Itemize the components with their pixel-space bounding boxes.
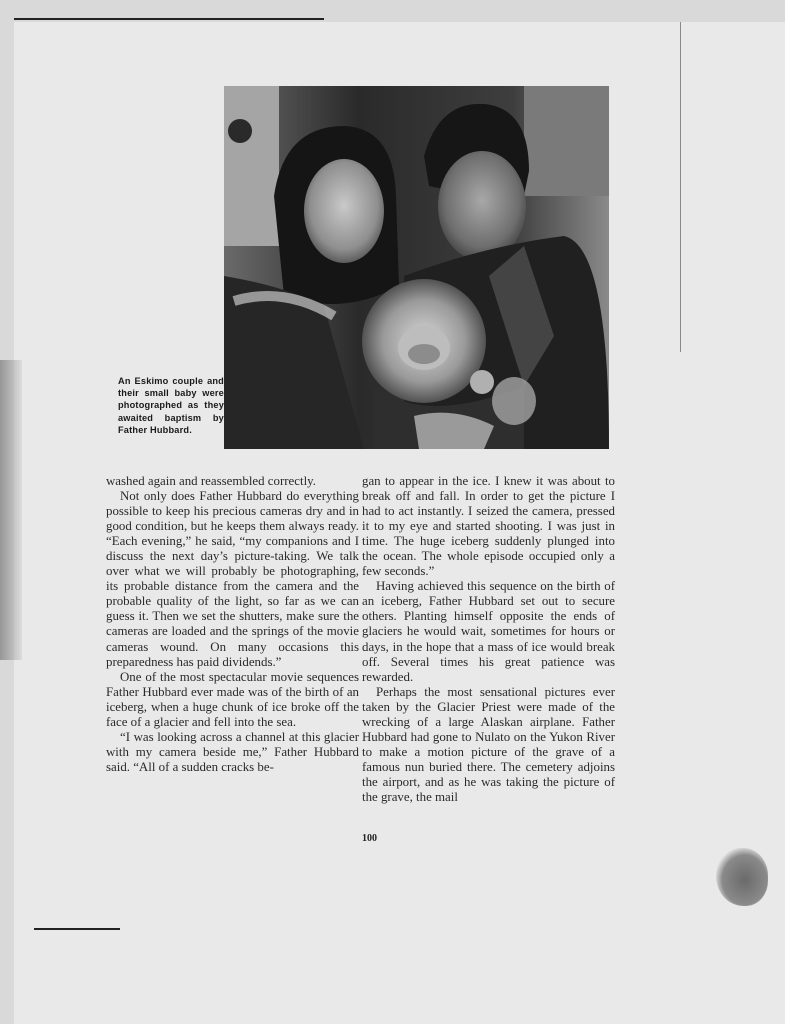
page-edge-line xyxy=(680,22,681,352)
bottom-rule xyxy=(34,928,120,930)
paragraph: Not only does Father Hubbard do everything possible to keep his precious cameras dry and in good condition, but he keeps them always ready. “Each evening,” he said, “my companions and I discuss the next day’s picture-taking. We talk over what we will probably be photographing, its probable distance from the camera and the probable quality of the light, so far as we can guess it. Then we set the shutters, make sure the cameras are loaded and the springs of the movie cameras wound. On many occasions this preparedness has paid dividends.” xyxy=(106,489,359,669)
photo-eskimo-family-icon xyxy=(224,86,609,449)
paragraph: One of the most spectacular movie sequences Father Hubbard ever made was of the birth of an iceberg, when a huge chunk of ice broke off the face of a glacier and fell into the sea. xyxy=(106,669,359,729)
body-column-right xyxy=(362,474,615,805)
paragraph: Having achieved this sequence on the birth of an iceberg, Father Hubbard set out to secure others. Planting himself opposite the ends of glaciers he would wait, sometimes for hours or days, in the hope that a mass of ice would break off. Several times his great patience was rewarded. xyxy=(362,579,615,684)
ink-blot xyxy=(716,848,768,906)
paragraph: washed again and reassembled correctly. xyxy=(106,474,316,488)
paragraph: “I was looking across a channel at this glacier with my camera beside me,” Father Hubbard said. “All of a sudden cracks be- xyxy=(106,729,359,774)
binding-shadow xyxy=(0,360,22,660)
top-rule xyxy=(14,18,324,20)
paragraph: gan to appear in the ice. I knew it was about to break off and fall. In order to get the picture I had to act instantly. I seized the camera, pressed it to my eye and started shooting. I was just in time. The huge iceberg suddenly plunged into the ocean. The whole episode occupied only a few seconds.” xyxy=(362,474,615,579)
photo-caption: An Eskimo couple and their small baby were photographed as they awaited baptism by Father Hubbard. xyxy=(118,376,224,435)
page-number: 100 xyxy=(362,833,377,844)
photo-eskimo-family xyxy=(224,86,609,449)
paragraph: Perhaps the most sensational pictures ever taken by the Glacier Priest were made of the wrecking of a large Alaskan airplane. Father Hubbard had gone to Nulato on the Yukon River to make a motion picture of the grave of a famous nun buried there. The cemetery adjoins the airport, and as he was taking the picture of the grave, the mail xyxy=(362,684,615,804)
body-column-left xyxy=(106,474,359,775)
